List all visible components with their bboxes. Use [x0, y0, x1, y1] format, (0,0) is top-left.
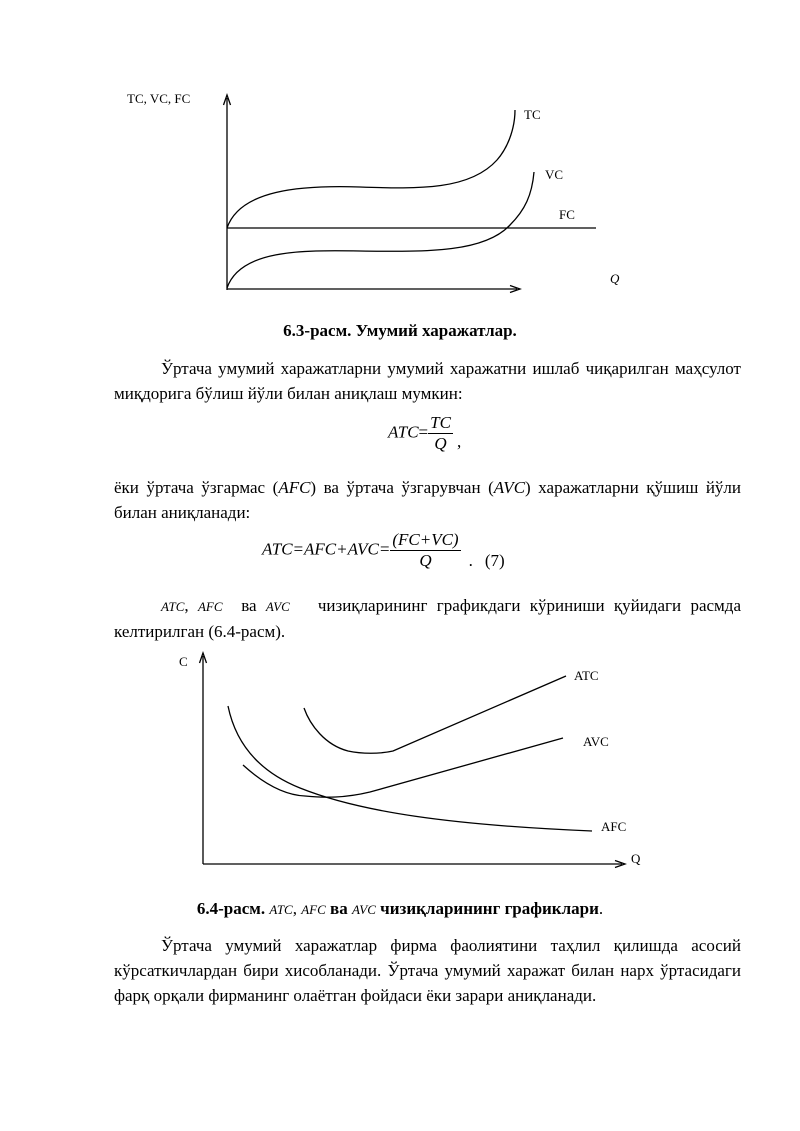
formula2-numerator: (FC+VC) — [392, 530, 459, 549]
caption2-dot: . — [598, 899, 604, 918]
figure1-vc-label: VC — [545, 167, 564, 182]
formula-atc-sum — [262, 530, 505, 571]
formula2-number: (7) — [484, 551, 505, 571]
figure2-y-axis-label: C — [179, 654, 188, 669]
paragraph-1: Ўртача умумий харажатларни умумий харажатни ишлаб чиқарилган маҳсулот миқдорига бўлиш йўли билан аниқлаш мумкин: — [114, 359, 741, 403]
para3-text: чизиқларининг графикдаги кўриниши қуйидаги расмда келтирилган (6.4-расм). — [114, 596, 741, 641]
para3-va: ва — [241, 596, 257, 615]
figure1-y-axis-label: TC, VC, FC — [127, 91, 191, 106]
formula-atc — [388, 413, 461, 454]
tc-curve — [227, 110, 515, 228]
formula2-denominator: Q — [419, 551, 432, 570]
para3-avc: AVC — [265, 599, 290, 614]
paragraph-3 — [114, 593, 741, 644]
afc-curve — [228, 706, 592, 831]
figure1-caption: 6.3-расм. Умумий харажатлар. — [283, 321, 517, 340]
formula2-tail: . — [468, 551, 473, 571]
vc-curve — [227, 172, 534, 288]
para3-sep: , — [184, 596, 189, 615]
figure2-avc-label: AVC — [583, 734, 609, 749]
figure1-tc-label: TC — [524, 107, 541, 122]
formula1-numerator: TC — [430, 413, 451, 432]
caption2-suffix: чизиқларининг графиклари — [380, 899, 599, 918]
figure1-fc-label: FC — [559, 207, 575, 222]
caption2-avc: AVC — [351, 902, 376, 917]
caption2-prefix: 6.4-расм. — [196, 899, 266, 918]
atc-curve — [304, 676, 566, 753]
para2-avc: AVC — [493, 478, 526, 497]
figure-6-3-total-costs-graph — [0, 0, 800, 310]
para2-text-3: ) харажатларни қўшиш йўли билан аниқланади: — [114, 478, 742, 522]
figure2-x-axis-label: Q — [631, 851, 641, 866]
paragraph-2 — [114, 475, 741, 525]
paragraph-4: Ўртача умумий харажатлар фирма фаолиятини таҳлил қилишда асосий кўрсаткичлардан бири хисобланади. Ўртача умумий харажат билан нарх ўртасидаги фарқ орқали фирманинг олаётган фойдаси ёки зарари аниқланади. — [114, 936, 741, 1005]
formula1-fraction — [428, 413, 453, 454]
para3-afc: AFC — [197, 599, 223, 614]
figure-6-4-average-costs-graph — [0, 640, 800, 880]
formula1-lhs: ATC — [388, 422, 419, 442]
caption2-atc: ATC — [269, 902, 293, 917]
para3-atc: ATC — [161, 599, 185, 614]
para2-text-1: ёки ўртача ўзгармас ( — [114, 478, 279, 497]
figure1-x-axis-label: Q — [610, 271, 620, 286]
figure2-atc-label: ATC — [574, 668, 599, 683]
formula1-eq: = — [418, 422, 429, 442]
figure2-caption — [0, 899, 800, 919]
para2-text-2: ) ва ўртача ўзгарувчан ( — [310, 478, 494, 497]
caption2-afc: AFC — [301, 902, 326, 917]
formula2-fraction — [390, 530, 460, 571]
formula1-denominator: Q — [434, 434, 447, 453]
caption2-sep: , — [292, 899, 297, 918]
formula2-lhs: ATC=AFC+AVC= — [262, 539, 391, 559]
caption2-va: ва — [330, 899, 348, 918]
para2-afc: AFC — [278, 478, 311, 497]
figure2-afc-label: AFC — [601, 819, 627, 834]
formula1-tail: , — [456, 432, 462, 452]
